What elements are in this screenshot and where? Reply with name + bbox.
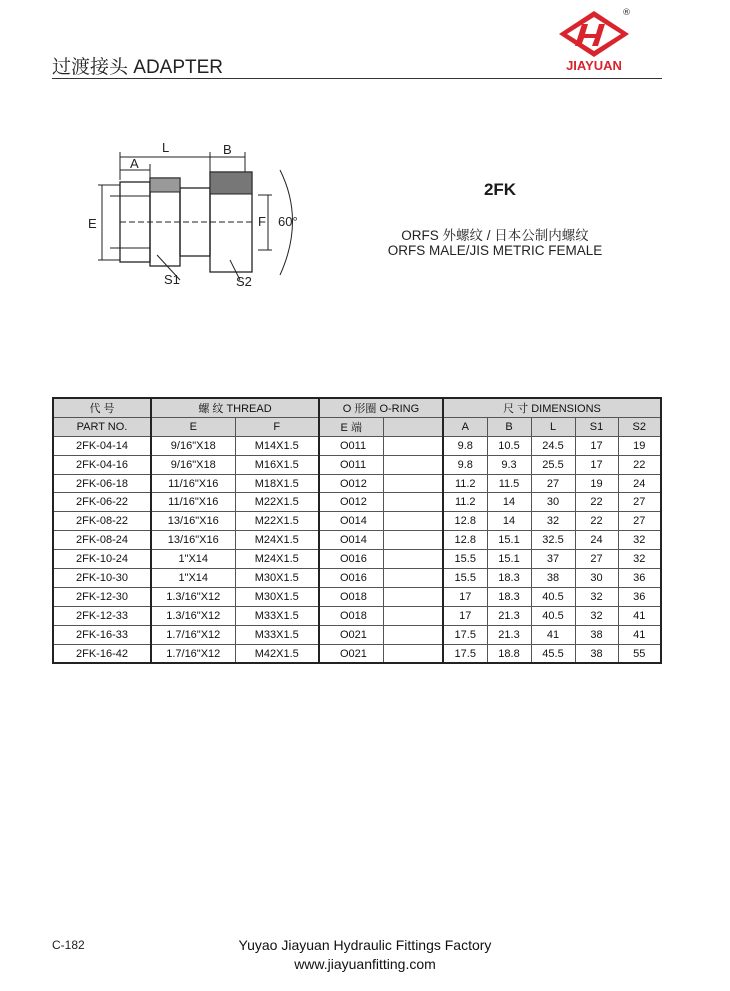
table-cell: O014 [319, 512, 383, 531]
table-cell: 15.5 [443, 569, 487, 588]
spec-table [52, 397, 662, 664]
product-description-en: ORFS MALE/JIS METRIC FEMALE [387, 243, 603, 258]
table-cell [383, 569, 443, 588]
dim-label-angle: 60° [278, 214, 298, 229]
table-row [53, 587, 661, 606]
table-cell: 18.8 [487, 644, 531, 663]
table-cell: O014 [319, 531, 383, 550]
dim-label-E: E [88, 216, 97, 231]
table-cell: M30X1.5 [235, 587, 319, 606]
table-cell: 2FK-08-22 [53, 512, 151, 531]
table-cell: 36 [618, 569, 661, 588]
column-header: E [151, 417, 235, 436]
table-cell: 9.8 [443, 436, 487, 455]
table-cell: M22X1.5 [235, 493, 319, 512]
table-cell: 38 [575, 644, 618, 663]
table-cell: 13/16"X16 [151, 512, 235, 531]
table-cell: O012 [319, 493, 383, 512]
group-header-dimensions: 尺 寸 DIMENSIONS [443, 398, 661, 417]
table-cell: 9.3 [487, 455, 531, 474]
table-cell: 25.5 [531, 455, 575, 474]
table-cell: 32 [618, 531, 661, 550]
table-cell [383, 606, 443, 625]
table-cell [383, 436, 443, 455]
table-cell: 11/16"X16 [151, 493, 235, 512]
table-cell: O011 [319, 455, 383, 474]
table-row [53, 606, 661, 625]
table-cell: 2FK-06-22 [53, 493, 151, 512]
table-cell [383, 493, 443, 512]
page-title: 过渡接头 ADAPTER [52, 57, 224, 78]
table-cell: 18.3 [487, 587, 531, 606]
product-model: 2FK [483, 180, 517, 199]
table-cell: 2FK-12-33 [53, 606, 151, 625]
table-cell: 2FK-10-30 [53, 569, 151, 588]
table-cell: 17 [443, 587, 487, 606]
table-cell: 19 [575, 474, 618, 493]
table-cell: 37 [531, 550, 575, 569]
table-cell: 15.1 [487, 550, 531, 569]
table-cell: 32 [618, 550, 661, 569]
header-divider [52, 78, 662, 79]
table-cell: 1"X14 [151, 550, 235, 569]
table-cell: 21.3 [487, 606, 531, 625]
table-cell: 32 [575, 587, 618, 606]
table-cell: O021 [319, 644, 383, 663]
table-cell: 38 [531, 569, 575, 588]
table-cell: 12.8 [443, 531, 487, 550]
registered-mark: ® [622, 8, 631, 18]
column-header: S2 [618, 417, 661, 436]
table-cell: 24 [618, 474, 661, 493]
table-cell: 36 [618, 587, 661, 606]
jiayuan-logo-icon [556, 8, 632, 58]
table-cell: 1.7/16"X12 [151, 644, 235, 663]
group-header-code: 代 号 [53, 398, 151, 417]
table-cell: 21.3 [487, 625, 531, 644]
table-cell: 19 [618, 436, 661, 455]
table-cell: 41 [531, 625, 575, 644]
table-cell: 9.8 [443, 455, 487, 474]
table-cell: O011 [319, 436, 383, 455]
table-cell [383, 644, 443, 663]
table-cell: 11.2 [443, 493, 487, 512]
table-cell: 55 [618, 644, 661, 663]
table-cell: 14 [487, 493, 531, 512]
table-cell: 45.5 [531, 644, 575, 663]
page-number: C-182 [52, 938, 85, 952]
table-cell: 1"X14 [151, 569, 235, 588]
dim-label-A: A [130, 156, 139, 171]
group-header-oring: O 形圈 O-RING [319, 398, 443, 417]
table-row [53, 436, 661, 455]
table-cell: M24X1.5 [235, 531, 319, 550]
brand-name: JIAYUAN [566, 58, 622, 73]
table-cell: O018 [319, 587, 383, 606]
table-cell: 14 [487, 512, 531, 531]
dim-label-S2: S2 [236, 274, 252, 289]
product-description-cn: ORFS 外螺纹 / 日本公制内螺纹 [401, 228, 589, 243]
table-cell: M24X1.5 [235, 550, 319, 569]
table-row [53, 625, 661, 644]
column-header: PART NO. [53, 417, 151, 436]
table-cell: M16X1.5 [235, 455, 319, 474]
table-cell: 17 [443, 606, 487, 625]
table-cell: 27 [618, 493, 661, 512]
table-cell: 41 [618, 625, 661, 644]
table-cell [383, 474, 443, 493]
table-cell [383, 550, 443, 569]
table-row [53, 474, 661, 493]
table-cell: 22 [618, 455, 661, 474]
table-cell: M30X1.5 [235, 569, 319, 588]
table-cell: O016 [319, 569, 383, 588]
table-cell: 11.2 [443, 474, 487, 493]
column-header [383, 417, 443, 436]
table-cell: 22 [575, 512, 618, 531]
table-cell: 18.3 [487, 569, 531, 588]
table-row [53, 644, 661, 663]
table-row [53, 550, 661, 569]
table-cell: 17 [575, 455, 618, 474]
table-cell: 9/16"X18 [151, 436, 235, 455]
table-cell: M14X1.5 [235, 436, 319, 455]
dim-label-S1: S1 [164, 272, 180, 287]
table-cell: 30 [531, 493, 575, 512]
table-row [53, 512, 661, 531]
table-cell: 38 [575, 625, 618, 644]
table-cell: 2FK-08-24 [53, 531, 151, 550]
column-header: A [443, 417, 487, 436]
table-cell [383, 512, 443, 531]
table-cell: 1.3/16"X12 [151, 587, 235, 606]
table-cell: O016 [319, 550, 383, 569]
dim-label-B: B [223, 142, 232, 157]
table-cell [383, 587, 443, 606]
table-cell: 11/16"X16 [151, 474, 235, 493]
table-cell [383, 625, 443, 644]
footer-company: Yuyao Jiayuan Hydraulic Fittings Factory [238, 937, 492, 953]
table-cell: M42X1.5 [235, 644, 319, 663]
table-cell: 2FK-16-33 [53, 625, 151, 644]
table-cell: 9/16"X18 [151, 455, 235, 474]
brand-logo [556, 8, 662, 76]
table-cell: 10.5 [487, 436, 531, 455]
column-header: B [487, 417, 531, 436]
table-cell: 17.5 [443, 625, 487, 644]
table-cell: 2FK-12-30 [53, 587, 151, 606]
table-row [53, 569, 661, 588]
table-cell: 13/16"X16 [151, 531, 235, 550]
table-cell: O012 [319, 474, 383, 493]
table-cell: 17.5 [443, 644, 487, 663]
dim-label-F: F [258, 214, 266, 229]
table-cell: 15.1 [487, 531, 531, 550]
column-header: F [235, 417, 319, 436]
table-cell: 40.5 [531, 587, 575, 606]
table-cell: 24 [575, 531, 618, 550]
table-cell [383, 531, 443, 550]
table-cell: 1.3/16"X12 [151, 606, 235, 625]
table-cell: O018 [319, 606, 383, 625]
table-cell: 11.5 [487, 474, 531, 493]
table-cell: 17 [575, 436, 618, 455]
table-cell [383, 455, 443, 474]
table-cell: 41 [618, 606, 661, 625]
table-cell: 32.5 [531, 531, 575, 550]
table-cell: 32 [575, 606, 618, 625]
table-cell: 27 [575, 550, 618, 569]
table-cell: M33X1.5 [235, 625, 319, 644]
table-cell: 2FK-16-42 [53, 644, 151, 663]
table-cell: 2FK-10-24 [53, 550, 151, 569]
table-row [53, 493, 661, 512]
table-column-header [53, 417, 661, 436]
table-cell: 12.8 [443, 512, 487, 531]
table-cell: 1.7/16"X12 [151, 625, 235, 644]
column-header: L [531, 417, 575, 436]
table-group-header [53, 398, 661, 417]
table-cell: 32 [531, 512, 575, 531]
table-cell: 2FK-04-16 [53, 455, 151, 474]
footer-url: www.jiayuanfitting.com [294, 956, 436, 972]
table-cell: M22X1.5 [235, 512, 319, 531]
table-cell: 15.5 [443, 550, 487, 569]
table-row [53, 455, 661, 474]
table-cell: 24.5 [531, 436, 575, 455]
table-cell: M33X1.5 [235, 606, 319, 625]
table-cell: 2FK-04-14 [53, 436, 151, 455]
table-cell: 27 [531, 474, 575, 493]
table-cell: O021 [319, 625, 383, 644]
column-header: E 端 [319, 417, 383, 436]
adapter-drawing [80, 140, 320, 290]
table-cell: 30 [575, 569, 618, 588]
table-cell: 40.5 [531, 606, 575, 625]
dim-label-L: L [162, 140, 170, 155]
table-cell: 22 [575, 493, 618, 512]
table-row [53, 531, 661, 550]
table-cell: M18X1.5 [235, 474, 319, 493]
column-header: S1 [575, 417, 618, 436]
table-cell: 27 [618, 512, 661, 531]
spec-table-body [53, 436, 661, 663]
group-header-thread: 螺 纹 THREAD [151, 398, 319, 417]
table-cell: 2FK-06-18 [53, 474, 151, 493]
